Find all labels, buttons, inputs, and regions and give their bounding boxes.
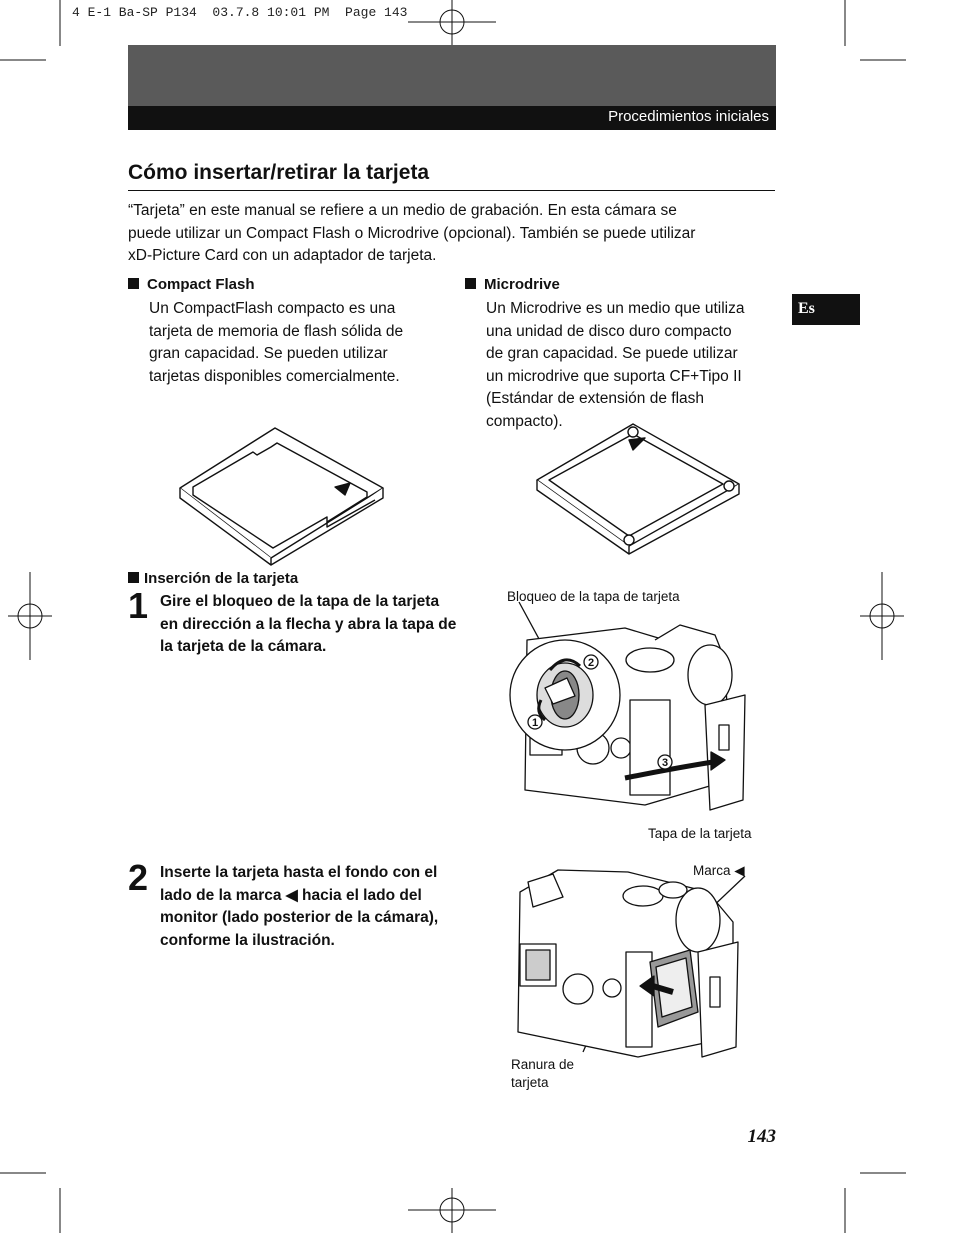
microdrive-line: de gran capacidad. Se puede utilizar xyxy=(486,345,738,362)
callout-1: 1 xyxy=(531,717,539,729)
header-band xyxy=(128,45,776,107)
callout-2: 2 xyxy=(587,657,595,669)
insertion-heading-text: Inserción de la tarjeta xyxy=(144,570,299,587)
label-card-slot-line: tarjeta xyxy=(511,1075,549,1090)
microdrive-description xyxy=(486,298,786,433)
label-card-cover: Tapa de la tarjeta xyxy=(648,826,752,841)
microdrive-line: una unidad de disco duro compacto xyxy=(486,322,732,340)
compact-flash-line: tarjeta de memoria de flash sólida de xyxy=(149,322,404,340)
intro-line: xD-Picture Card con un adaptador de tarjeta. xyxy=(128,247,437,264)
step-2-line: conforme la ilustración. xyxy=(160,931,335,949)
compact-flash-heading xyxy=(128,276,255,294)
step-1-line: la tarjeta de la cámara. xyxy=(160,638,327,655)
page-number: 143 xyxy=(747,1126,776,1147)
page-title: Cómo insertar/retirar la tarjeta xyxy=(128,161,430,184)
compact-flash-heading-text: Compact Flash xyxy=(147,276,255,293)
step-1-number: 1 xyxy=(128,585,149,626)
microdrive-heading xyxy=(465,276,560,294)
compact-flash-description xyxy=(149,298,449,388)
microdrive-line: (Estándar de extensión de flash xyxy=(486,390,704,407)
microdrive-line: un microdrive que suporta CF+Tipo II xyxy=(486,367,742,385)
compact-flash-line: Un CompactFlash compacto es una xyxy=(149,300,396,317)
section-label: Procedimientos iniciales xyxy=(608,108,769,125)
intro-line: “Tarjeta” en este manual se refiere a un medio de grabación. En esta cámara se xyxy=(128,202,677,219)
microdrive-card-illustration xyxy=(533,420,753,560)
compact-flash-line: tarjetas disponibles comercialmente. xyxy=(149,367,400,385)
step-2-line: Inserte la tarjeta hasta el fondo con el xyxy=(160,864,438,881)
camera-open-cover-illustration xyxy=(505,600,765,820)
camera-insert-card-illustration xyxy=(508,862,748,1062)
square-bullet-icon xyxy=(128,278,139,289)
microdrive-line: compacto). xyxy=(486,412,563,430)
step-2-text xyxy=(160,862,490,952)
microdrive-line: Un Microdrive es un medio que utiliza xyxy=(486,300,745,317)
compact-flash-line: gran capacidad. Se pueden utilizar xyxy=(149,345,388,362)
label-card-slot-line: Ranura de xyxy=(511,1057,575,1072)
title-rule xyxy=(128,190,775,191)
language-tab-label: Es xyxy=(798,300,815,317)
callout-3: 3 xyxy=(661,757,669,769)
intro-line: puede utilizar un Compact Flash o Microdrive (opcional). También se puede utilizar xyxy=(128,224,696,242)
language-tab xyxy=(792,294,860,325)
step-1-text xyxy=(160,591,490,659)
square-bullet-icon xyxy=(465,278,476,289)
label-card-cover-lock: Bloqueo de la tapa de tarjeta xyxy=(507,589,680,604)
microdrive-heading-text: Microdrive xyxy=(484,276,560,293)
square-bullet-icon xyxy=(128,572,139,583)
step-2-number: 2 xyxy=(128,857,149,898)
compact-flash-card-illustration xyxy=(175,425,395,565)
step-2-line: monitor (lado posterior de la cámara), xyxy=(160,909,439,926)
label-mark: Marca ◀ xyxy=(693,863,745,878)
step-2-line: lado de la marca ◀ hacia el lado del xyxy=(160,886,422,904)
intro-paragraph xyxy=(128,200,768,268)
step-1-line: en dirección a la flecha y abra la tapa de xyxy=(160,615,457,633)
print-slug: 4 E-1 Ba-SP P134 03.7.8 10:01 PM Page 143 xyxy=(72,5,408,20)
insertion-heading xyxy=(128,570,298,588)
step-1-line: Gire el bloqueo de la tapa de la tarjeta xyxy=(160,593,440,610)
